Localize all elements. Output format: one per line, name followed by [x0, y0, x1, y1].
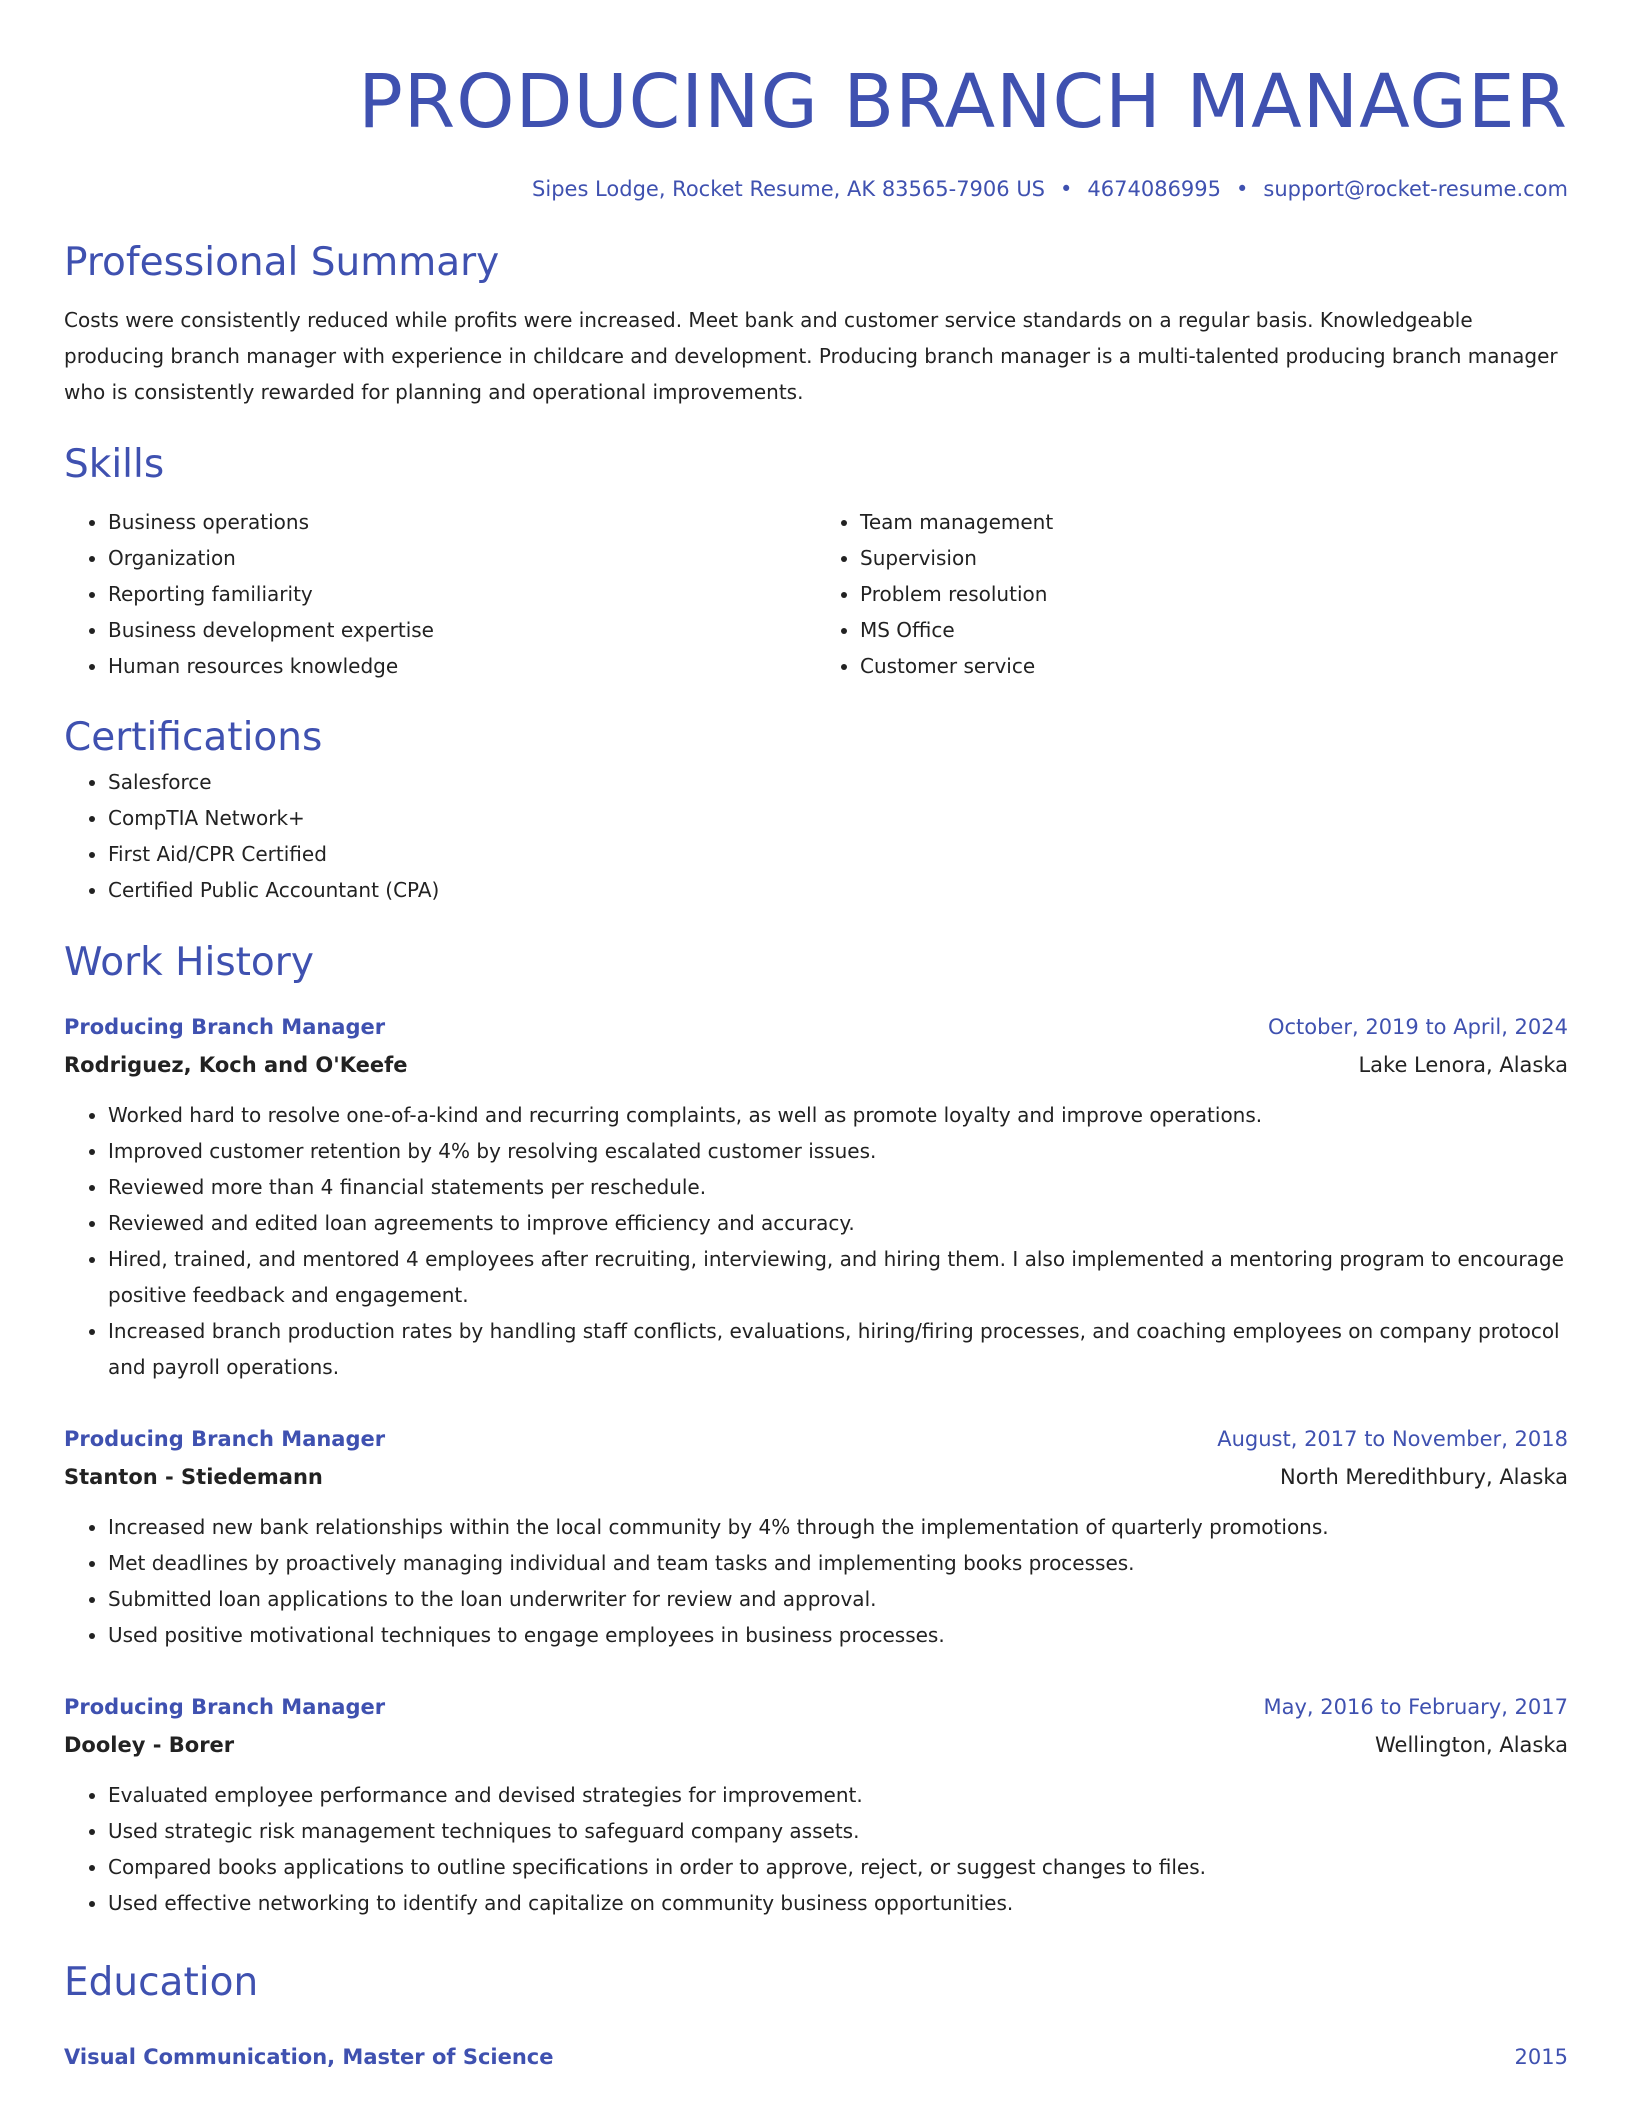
- job-duty: • Evaluated employee performance and devised strategies for improvement.: [108, 1777, 1568, 1813]
- job-dates: May, 2016 to February, 2017: [1263, 1695, 1568, 1719]
- job-duty: • Worked hard to resolve one-of-a-kind and recurring complaints, as well as promote loyalty and improve operations.: [108, 1097, 1568, 1133]
- skill-item: • Business development expertise: [108, 612, 816, 648]
- job-title: Producing Branch Manager: [64, 1427, 386, 1451]
- certification-item: • Certified Public Accountant (CPA): [108, 872, 1568, 908]
- education-entry: [64, 2039, 1568, 2075]
- job-duty: • Reviewed and edited loan agreements to improve efficiency and accuracy.: [108, 1205, 1568, 1241]
- skills-list-left: [64, 504, 816, 684]
- certification-item: • Salesforce: [108, 764, 1568, 800]
- certifications-list: [64, 764, 1568, 908]
- job-duty: • Used positive motivational techniques to engage employees in business processes.: [108, 1617, 1568, 1653]
- job-entry: [64, 1421, 1568, 1653]
- job-duty: • Met deadlines by proactively managing individual and team tasks and implementing books processes.: [108, 1545, 1568, 1581]
- skill-item: • Business operations: [108, 504, 816, 540]
- summary-text: Costs were consistently reduced while profits were increased. Meet bank and customer service standards on a regular basis. Knowledgeable producing branch manager with experience in childcare and development. Producing branch manager is a multi-talented producing branch manager who is consistently rewarded for planning and operational improvements.: [64, 308, 1558, 404]
- contact-email: support@rocket-resume.com: [1263, 177, 1568, 201]
- contact-separator: •: [1060, 177, 1073, 201]
- job-dates: August, 2017 to November, 2018: [1217, 1427, 1568, 1451]
- job-duties-list: [64, 1097, 1568, 1385]
- certification-item: • First Aid/CPR Certified: [108, 836, 1568, 872]
- skill-item: • Organization: [108, 540, 816, 576]
- skill-item: • Human resources knowledge: [108, 648, 816, 684]
- education-heading: Education: [64, 1960, 259, 2005]
- job-entry: [64, 1009, 1568, 1385]
- job-duties-list: [64, 1509, 1568, 1653]
- education-degree: Visual Communication, Master of Science: [64, 2045, 554, 2069]
- skills-list-right: [816, 504, 1568, 684]
- contact-address: Sipes Lodge, Rocket Resume, AK 83565-7906 US: [532, 177, 1046, 201]
- contact-separator: •: [1236, 177, 1249, 201]
- job-duties-list: [64, 1777, 1568, 1921]
- job-title: Producing Branch Manager: [64, 1015, 386, 1039]
- job-header: [64, 1009, 1568, 1045]
- job-company: Rodriguez, Koch and O'Keefe: [64, 1053, 408, 1077]
- job-entry: [64, 1689, 1568, 1921]
- job-location: Wellington, Alaska: [1374, 1733, 1568, 1757]
- job-employer-row: [64, 1045, 1568, 1085]
- job-company: Dooley - Borer: [64, 1733, 235, 1757]
- job-employer-row: [64, 1457, 1568, 1497]
- job-duty: • Compared books applications to outline specifications in order to approve, reject, or suggest changes to files.: [108, 1849, 1568, 1885]
- work-history-heading: Work History: [64, 940, 314, 985]
- skill-item: • Problem resolution: [860, 576, 1568, 612]
- job-header: [64, 1689, 1568, 1725]
- skill-item: • MS Office: [860, 612, 1568, 648]
- job-location: North Meredithbury, Alaska: [1280, 1465, 1568, 1489]
- job-duty: • Hired, trained, and mentored 4 employees after recruiting, interviewing, and hiring them. I also implemented a mentoring program to encourage positive feedback and engagement.: [108, 1241, 1568, 1313]
- skills-heading: Skills: [64, 442, 165, 487]
- job-duty: • Submitted loan applications to the loan underwriter for review and approval.: [108, 1581, 1568, 1617]
- job-company: Stanton - Stiedemann: [64, 1465, 323, 1489]
- contact-line: [64, 174, 1568, 204]
- job-location: Lake Lenora, Alaska: [1358, 1053, 1568, 1077]
- skills-grid: [64, 504, 1568, 684]
- job-duty: • Used effective networking to identify and capitalize on community business opportunities.: [108, 1885, 1568, 1921]
- certification-item: • CompTIA Network+: [108, 800, 1568, 836]
- skill-item: • Reporting familiarity: [108, 576, 816, 612]
- skill-item: • Customer service: [860, 648, 1568, 684]
- skill-item: • Supervision: [860, 540, 1568, 576]
- job-duty: • Used strategic risk management techniques to safeguard company assets.: [108, 1813, 1568, 1849]
- job-dates: October, 2019 to April, 2024: [1267, 1015, 1568, 1039]
- contact-phone: 4674086995: [1087, 177, 1222, 201]
- job-duty: • Increased new bank relationships within the local community by 4% through the implementation of quarterly promotions.: [108, 1509, 1568, 1545]
- resume-page: [64, 0, 1568, 2075]
- skill-item: • Team management: [860, 504, 1568, 540]
- job-header: [64, 1421, 1568, 1457]
- summary-heading: Professional Summary: [64, 240, 500, 285]
- job-title: Producing Branch Manager: [64, 1695, 386, 1719]
- education-year: 2015: [1514, 2045, 1568, 2069]
- certifications-heading: Certifications: [64, 715, 323, 760]
- job-employer-row: [64, 1725, 1568, 1765]
- resume-name-heading: PRODUCING BRANCH MANAGER: [358, 59, 1568, 145]
- job-duty: • Reviewed more than 4 financial statements per reschedule.: [108, 1169, 1568, 1205]
- job-duty: • Improved customer retention by 4% by resolving escalated customer issues.: [108, 1133, 1568, 1169]
- job-duty: • Increased branch production rates by handling staff conflicts, evaluations, hiring/firing processes, and coaching employees on company protocol and payroll operations.: [108, 1313, 1568, 1385]
